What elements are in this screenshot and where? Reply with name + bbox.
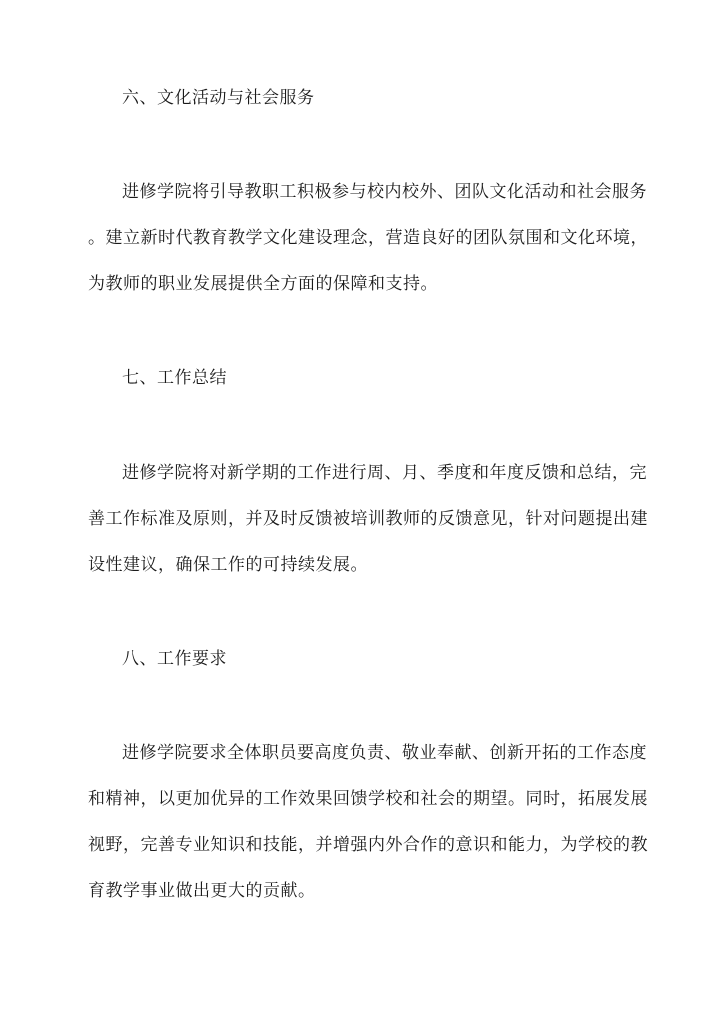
paragraph-line: 和精神，以更加优异的工作效果回馈学校和社会的期望。同时，拓展发展 (88, 789, 648, 809)
paragraph-line: 育教学事业做出更大的贡献。 (88, 881, 316, 901)
paragraph-line: 。建立新时代教育教学文化建设理念，营造良好的团队氛围和文化环境， (88, 228, 648, 248)
paragraph-line: 善工作标准及原则，并及时反馈被培训教师的反馈意见，针对问题提出建 (88, 509, 648, 529)
paragraph-line: 进修学院将引导教职工积极参与校内校外、团队文化活动和社会服务 (122, 182, 647, 202)
paragraph-line: 设性建议，确保工作的可持续发展。 (88, 555, 368, 575)
paragraph-line: 视野，完善专业知识和技能，并增强内外合作的意识和能力，为学校的教 (88, 835, 648, 855)
paragraph-line: 为教师的职业发展提供全方面的保障和支持。 (88, 274, 438, 294)
paragraph-line: 进修学院将对新学期的工作进行周、月、季度和年度反馈和总结，完 (122, 463, 647, 483)
paragraph-line: 进修学院要求全体职员要高度负责、敬业奉献、创新开拓的工作态度 (122, 743, 647, 763)
section-heading-culture: 六、文化活动与社会服务 (122, 88, 315, 108)
section-heading-requirements: 八、工作要求 (122, 649, 227, 669)
section-heading-summary: 七、工作总结 (122, 368, 227, 388)
